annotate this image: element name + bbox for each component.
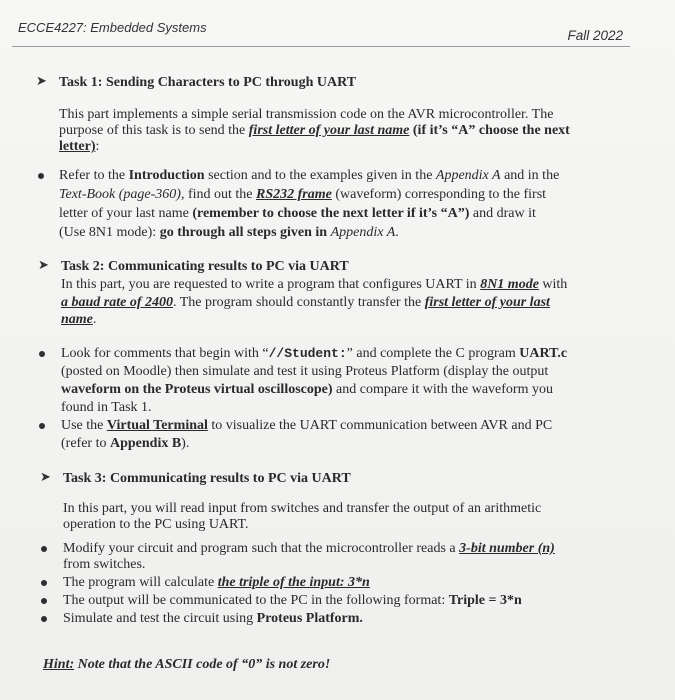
task1-bullet-text: (Use 8N1 mode): go through all steps given in Appendix A.	[59, 225, 399, 240]
task1-intro: purpose of this task is to send the first letter of your last name (if it’s “A” choose the next	[59, 123, 570, 138]
task3-intro: operation to the PC using UART.	[63, 517, 249, 532]
arrow-bullet-icon: ➤	[38, 258, 49, 273]
task1-bullet-text: Text-Book (page-360), find out the RS232 frame (waveform) corresponding to the first	[59, 187, 547, 202]
task2-bullet-text: waveform on the Proteus virtual oscilloscope) and compare it with the waveform you	[61, 382, 553, 397]
task1-intro: letter):	[59, 139, 100, 154]
task2-intro: In this part, you are requested to write a program that configures UART in 8N1 mode with	[61, 277, 568, 292]
task2-bullet-text: (posted on Moodle) then simulate and test it using Proteus Platform (display the output	[61, 364, 549, 379]
task2-bullet-text: found in Task 1.	[61, 400, 152, 415]
arrow-bullet-icon: ➤	[40, 470, 51, 485]
task2-bullet-text: (refer to Appendix B).	[61, 436, 190, 451]
bullet-dot-icon	[38, 173, 44, 179]
bullet-dot-icon	[41, 580, 47, 586]
task2-intro: a baud rate of 2400. The program should constantly transfer the first letter of your last	[61, 295, 550, 310]
task1-intro: This part implements a simple serial transmission code on the AVR microcontroller. The	[59, 107, 554, 122]
bullet-dot-icon	[41, 546, 47, 552]
arrow-bullet-icon: ➤	[36, 74, 47, 89]
task2-intro: name.	[61, 312, 97, 327]
task1-title: Task 1: Sending Characters to PC through UART	[59, 75, 357, 90]
bullet-dot-icon	[39, 351, 45, 357]
task1-bullet-text: letter of your last name (remember to choose the next letter if it’s “A”) and draw it	[59, 206, 536, 221]
course-title: ECCE4227: Embedded Systems	[18, 20, 207, 35]
header-rule	[12, 46, 630, 47]
task3-bullet-text: from switches.	[63, 557, 146, 572]
task3-bullet-text: Simulate and test the circuit using Proteus Platform.	[63, 611, 363, 626]
task3-title: Task 3: Communicating results to PC via UART	[63, 471, 351, 486]
task2-bullet-text: Use the Virtual Terminal to visualize the UART communication between AVR and PC	[61, 418, 553, 433]
term-label: Fall 2022	[567, 28, 623, 43]
task3-intro: In this part, you will read input from switches and transfer the output of an arithmetic	[63, 501, 542, 516]
task1-bullet-text: Refer to the Introduction section and to the examples given in the Appendix A and in the	[59, 168, 560, 183]
task3-bullet-text: The program will calculate the triple of the input: 3*n	[63, 575, 370, 590]
bullet-dot-icon	[41, 598, 47, 604]
bullet-dot-icon	[39, 423, 45, 429]
task3-bullet-text: The output will be communicated to the PC in the following format: Triple = 3*n	[63, 593, 522, 608]
task2-title: Task 2: Communicating results to PC via UART	[61, 259, 349, 274]
bullet-dot-icon	[41, 616, 47, 622]
task2-bullet-text: Look for comments that begin with “//Student:” and complete the C program UART.c	[61, 346, 568, 361]
task3-bullet-text: Modify your circuit and program such that the microcontroller reads a 3-bit number (n)	[63, 541, 555, 556]
hint-note: Hint: Note that the ASCII code of “0” is not zero!	[43, 657, 331, 672]
